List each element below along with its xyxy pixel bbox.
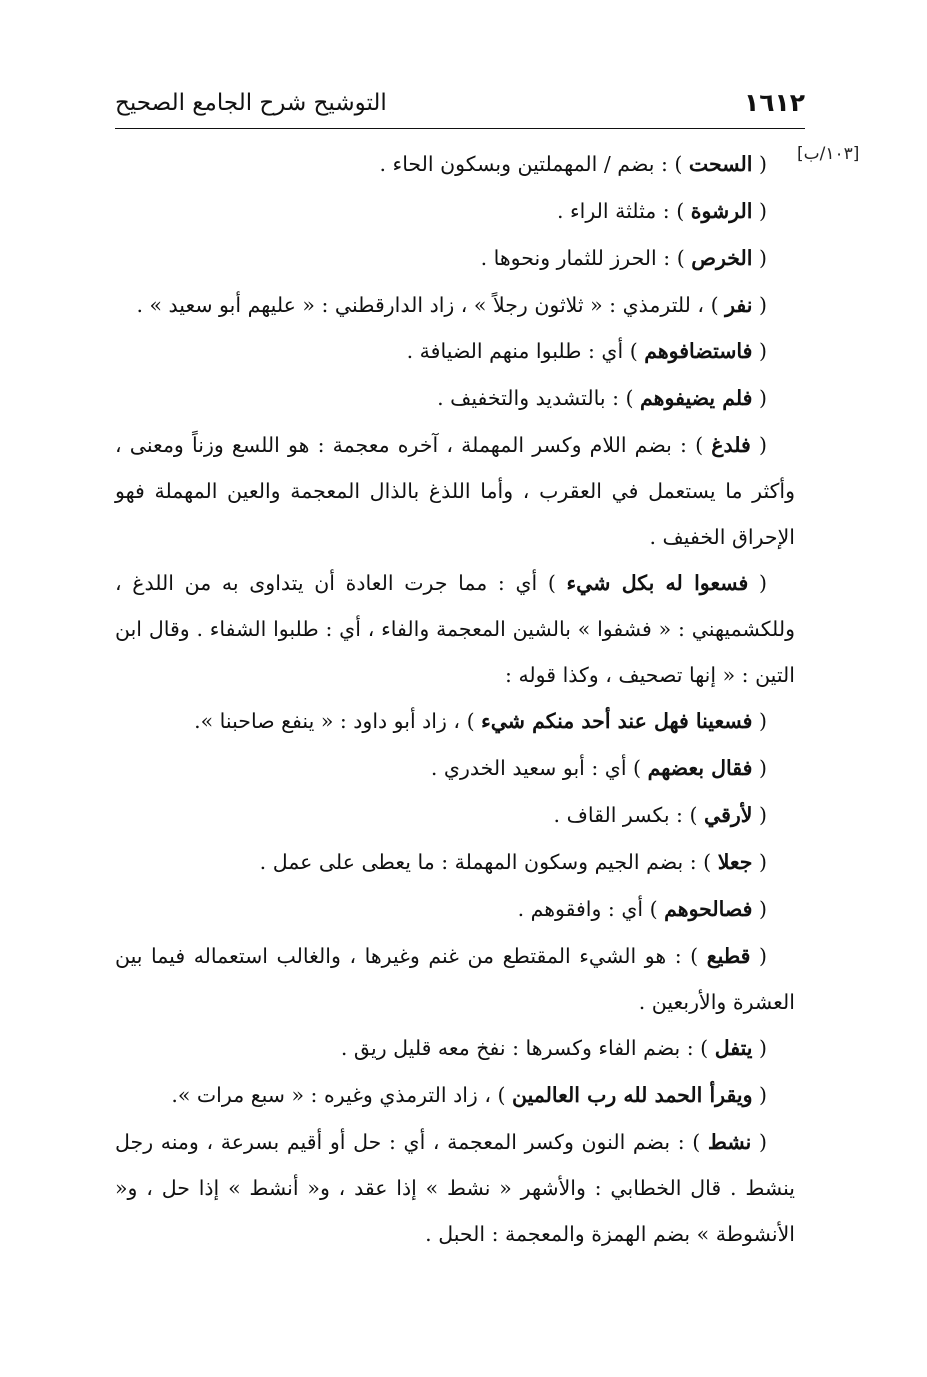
entry-text: : بضم الجيم وسكون المهملة : ما يعطى على عمل . [259, 850, 704, 874]
entry-lemma: فلدغ [711, 433, 751, 457]
entry-lemma: الرشوة [690, 199, 753, 223]
entry: ( قطيع ) : هو الشيء المقتطع من غنم وغيرها ، والغالب استعماله فيما بين العشرة والأربعين . [115, 944, 795, 1014]
entry: ( فقال بعضهم ) أي : أبو سعيد الخدري . [430, 756, 767, 780]
entry-lemma: فسعوا له بكل شيء [566, 571, 749, 595]
entry-lemma: لأرقي [704, 803, 753, 827]
entry: ( الخرص ) : الحرز للثمار ونحوها . [480, 246, 767, 270]
entry: ( السحت ) : بضم / المهملتين وبسكون الحاء . [379, 152, 767, 176]
entry-text: : الحرز للثمار ونحوها . [480, 246, 677, 270]
entry: ( يتفل ) : بضم الفاء وكسرها : نفخ معه قليل ريق . [340, 1036, 767, 1060]
entry-lemma: السحت [688, 152, 753, 176]
page-header [115, 88, 805, 129]
entry-lemma: نشط [707, 1130, 752, 1154]
entry-lemma: قطيع [706, 944, 751, 968]
entry-text: ، زاد الترمذي وغيره : « سبع مرات ». [171, 1083, 498, 1107]
entry: ( فصالحوهم ) أي : وافقوهم . [517, 897, 767, 921]
entry-lemma: نفر [725, 293, 753, 317]
entry-text: : بكسر القاف . [553, 803, 690, 827]
entry: ( نشط ) : بضم النون وكسر المعجمة ، أي : حل أو أقيم بسرعة ، ومنه رجل ينشط . قال الخطابي : والأشهر « نشط » إذا عقد ، و« أنشط » إذا حل ، و« الأنشوطة » بضم الهمزة والمعجمة : الحبل . [115, 1130, 795, 1246]
entry: ( ويقرأ الحمد لله رب العالمين ) ، زاد الترمذي وغيره : « سبع مرات ». [171, 1083, 767, 1107]
entry: ( جعلا ) : بضم الجيم وسكون المهملة : ما يعطى على عمل . [259, 850, 767, 874]
entry-text: ، زاد أبو داود : « ينفع صاحبنا ». [194, 709, 467, 733]
entry-lemma: الخرص [691, 246, 753, 270]
entry-lemma: يتفل [714, 1036, 753, 1060]
entry-text: : بضم اللام وكسر المهملة ، آخره معجمة : هو اللسع وزناً ومعنى ، وأكثر ما يستعمل في العقرب ، وأما اللذغ بالذال المعجمة والعين المهملة فهو الإحراق الخفيف . [115, 433, 795, 549]
entry-text: أي : أبو سعيد الخدري . [430, 756, 634, 780]
entry-lemma: فلم يضيفوهم [640, 386, 753, 410]
entry-text: ، للترمذي : « ثلاثون رجلاً » ، زاد الدارقطني : « عليهم أبو سعيد » . [136, 293, 711, 317]
entry-lemma: فاستضافوهم [644, 339, 753, 363]
entry: ( فسعينا فهل عند أحد منكم شيء ) ، زاد أبو داود : « ينفع صاحبنا ». [194, 709, 767, 733]
entry: ( فسعوا له بكل شيء ) أي : مما جرت العادة أن يتداوى به من اللدغ ، وللكشميهني : « فشفوا » بالشين المعجمة والفاء ، أي : طلبوا الشفاء . وقال ابن التين : « إنها تصحيف ، وكذا قوله : [115, 571, 795, 687]
entry-lemma: جعلا [717, 850, 753, 874]
entry: ( لأرقي ) : بكسر القاف . [553, 803, 767, 827]
entry-text: : بضم الفاء وكسرها : نفخ معه قليل ريق . [340, 1036, 701, 1060]
manuscript-folio-ref: [١٠٣/ب] [797, 144, 860, 164]
entry-text: : بالتشديد والتخفيف . [437, 386, 626, 410]
entry-text: أي : وافقوهم . [517, 897, 650, 921]
commentary-body [115, 141, 795, 1257]
entry-lemma: فسعينا فهل عند أحد منكم شيء [481, 709, 753, 733]
entry-lemma: فقال بعضهم [647, 756, 753, 780]
entry-text: : مثلثة الراء . [556, 199, 677, 223]
entry: ( فلدغ ) : بضم اللام وكسر المهملة ، آخره معجمة : هو اللسع وزناً ومعنى ، وأكثر ما يستعمل في العقرب ، وأما اللذغ بالذال المعجمة والعين المهملة فهو الإحراق الخفيف . [115, 433, 795, 549]
entry-text: أي : مما جرت العادة أن يتداوى به من اللدغ ، وللكشميهني : « فشفوا » بالشين المعجمة والفاء ، أي : طلبوا الشفاء . وقال ابن التين : « إنها تصحيف ، وكذا قوله : [115, 571, 795, 687]
entry-lemma: فصالحوهم [664, 897, 753, 921]
entry-text: : بضم النون وكسر المعجمة ، أي : حل أو أقيم بسرعة ، ومنه رجل ينشط . قال الخطابي : والأشهر « نشط » إذا عقد ، و« أنشط » إذا حل ، و« الأنشوطة » بضم الهمزة والمعجمة : الحبل . [115, 1130, 795, 1246]
entry: ( الرشوة ) : مثلثة الراء . [556, 199, 767, 223]
running-title: التوشيح شرح الجامع الصحيح [115, 90, 387, 116]
page-number: ١٦١٢ [743, 88, 805, 117]
entry: ( نفر ) ، للترمذي : « ثلاثون رجلاً » ، زاد الدارقطني : « عليهم أبو سعيد » . [136, 293, 767, 317]
entry: ( فاستضافوهم ) أي : طلبوا منهم الضيافة . [406, 339, 767, 363]
entry: ( فلم يضيفوهم ) : بالتشديد والتخفيف . [437, 386, 767, 410]
entry-text: : هو الشيء المقتطع من غنم وغيرها ، والغالب استعماله فيما بين العشرة والأربعين . [115, 944, 795, 1014]
entry-lemma: ويقرأ الحمد لله رب العالمين [511, 1083, 753, 1107]
entry-text: أي : طلبوا منهم الضيافة . [406, 339, 630, 363]
entry-text: : بضم / المهملتين وبسكون الحاء . [379, 152, 675, 176]
